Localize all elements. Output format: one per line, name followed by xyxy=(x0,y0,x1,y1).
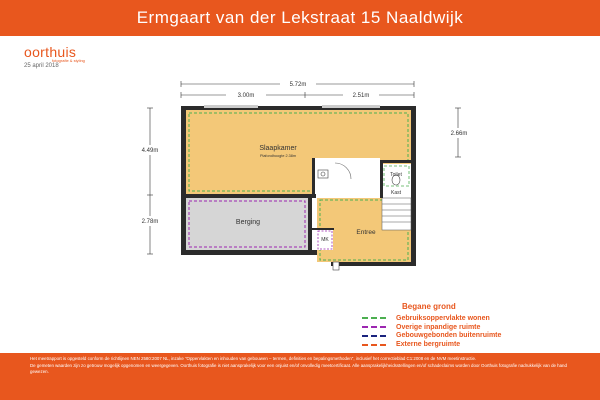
label-kast: Kast xyxy=(390,190,402,196)
label-mk: MK xyxy=(321,237,329,243)
dim-left-lower: 2.78m xyxy=(141,219,159,225)
dim-left-upper: 4.49m xyxy=(141,148,159,154)
legend-label: Gebouwgebonden buitenruimte xyxy=(396,332,502,340)
legend-item xyxy=(362,323,582,332)
logo-tagline: fotografie & styling xyxy=(52,58,85,63)
legend-swatch xyxy=(362,335,386,337)
label-plafondhoogte: Plafondhoogte 2.38m xyxy=(259,154,297,158)
window-top-left xyxy=(204,105,258,108)
legend-label: Overige inpandige ruimte xyxy=(396,323,481,331)
dim-top-right: 2.51m xyxy=(352,93,370,99)
dim-top-left: 3.00m xyxy=(237,93,255,99)
legend-item xyxy=(362,314,582,323)
legend xyxy=(362,302,582,349)
disclaimer-footer xyxy=(0,353,600,400)
label-slaapkamer: Slaapkamer xyxy=(259,145,297,152)
page-title: Ermgaart van der Lekstraat 15 Naaldwijk xyxy=(136,8,464,27)
label-entree: Entree xyxy=(356,229,376,236)
stairs xyxy=(382,198,411,230)
legend-item xyxy=(362,332,582,341)
legend-title: Begane grond xyxy=(402,302,456,311)
legend-label: Gebruiksoppervlakte wonen xyxy=(396,314,490,322)
legend-label: Externe bergruimte xyxy=(396,341,461,349)
legend-swatch xyxy=(362,326,386,328)
legend-swatch xyxy=(362,344,386,346)
dim-right-upper: 2.66m xyxy=(450,131,468,137)
window-top-right xyxy=(322,105,380,108)
report-date: 25 april 2018 xyxy=(24,63,59,69)
label-toilet: Toilet xyxy=(390,172,402,178)
logo-brand: oorthuis xyxy=(24,44,77,60)
disclaimer-paragraph: De gemeten waarden zijn zo getrouw mogelijk opgenomen en weergegeven. Oorthuis fotografie is niet aansprakelijk voor een onjuist en/of onvolledig meetcertificaat. Alle aansprakelijkheidsstellingen en/of schadeclaims worden door Oorthuis fotografie nadrukkelijk van de hand gewezen. xyxy=(30,363,567,374)
dim-top-total: 5.72m xyxy=(289,82,307,88)
legend-item xyxy=(362,340,582,349)
disclaimer-paragraph: Het meetrapport is opgesteld conform de richtlijnen NEN 2580:2007 NL, inzake "Oppervlakten en inhouden van gebouwen – termen, definities en bepalingsmethoden", inclusief het correctieblad C1:2008 en de NVM meetinstructie. xyxy=(30,356,477,361)
legend-swatch xyxy=(362,317,386,319)
label-berging: Berging xyxy=(235,219,261,226)
